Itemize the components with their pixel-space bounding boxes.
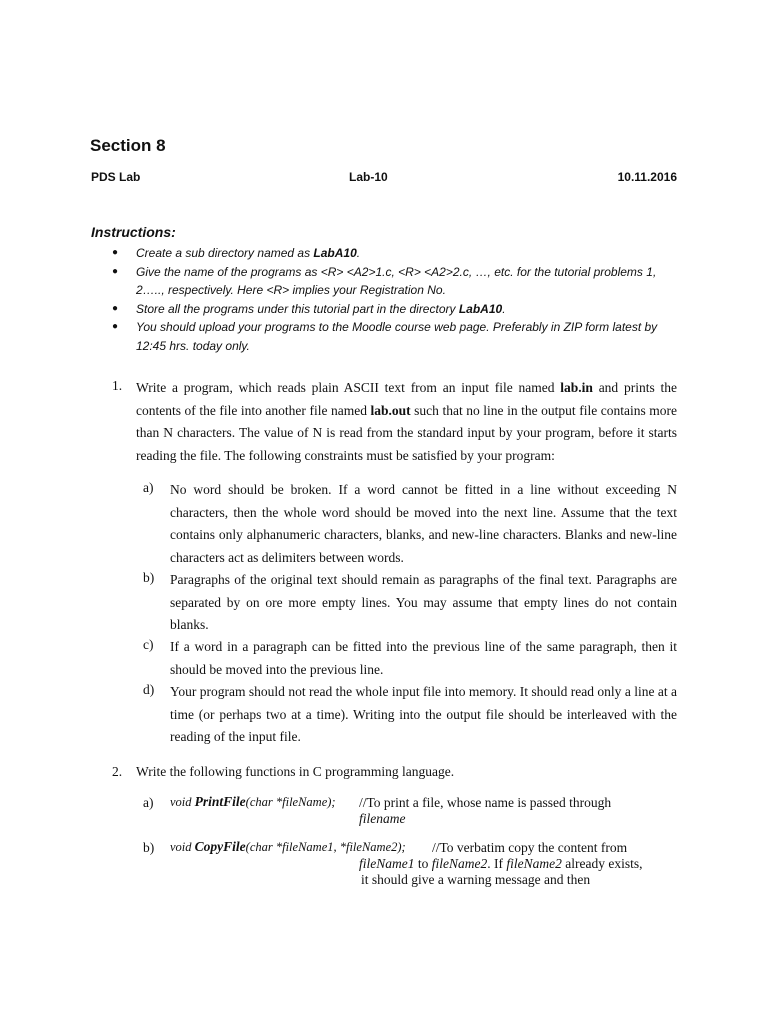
bullet-icon: ● xyxy=(112,265,119,277)
bullet-icon: ● xyxy=(112,302,119,314)
bullet-icon: ● xyxy=(112,247,119,258)
instruction-item: ● Create a sub directory named as LabA10. xyxy=(112,244,672,263)
q2-sub-b-label: b) xyxy=(143,840,155,855)
copy-file-signature: void CopyFile(char *fileName1, *fileName2); xyxy=(170,839,406,854)
q1-sub-a-text: No word should be broken. If a word cannot be fitted in a line without exceeding N characters, then the whole word should be moved into the next line. Assume that the text contains only alphanumeric characters, blanks, and new-line characters. Blanks and new-line characters act as delimiters between words. xyxy=(170,482,677,565)
instructions-list xyxy=(112,244,672,355)
header-course: PDS Lab xyxy=(91,170,141,184)
header-lab: Lab-10 xyxy=(349,170,388,184)
print-file-comment-cont: filename xyxy=(359,811,406,826)
question-2-text: Write the following functions in C programming language. xyxy=(136,764,455,779)
header-date: 10.11.2016 xyxy=(617,170,677,184)
instruction-item: ● Give the name of the programs as <R> <A2>1.c, <R> <A2>2.c, …, etc. for the tutorial problems 1, 2….., respectively. Here <R> implies your Registration No. xyxy=(112,264,657,297)
q1-sub-b-label: b) xyxy=(143,570,155,585)
q1-sub-d-text: Your program should not read the whole input file into memory. It should read only a line at a time (or perhaps two at a time). Writing into the output file should be interleaved with the reading of the input file. xyxy=(170,684,677,744)
copy-file-comment: //To verbatim copy the content from xyxy=(432,840,628,855)
q1-sub-b-text: Paragraphs of the original text should remain as paragraphs of the final text. Paragraphs are separated by on ore more empty lines. You may assume that empty lines do not contain blanks. xyxy=(170,572,677,632)
print-file-comment: //To print a file, whose name is passed through xyxy=(359,795,612,810)
section-title: Section 8 xyxy=(90,136,166,155)
instruction-item: ● You should upload your programs to the Moodle course web page. Preferably in ZIP form latest by 12:45 hrs. today only. xyxy=(112,320,658,353)
q1-sub-c-label: c) xyxy=(143,637,154,652)
q1-sub-a-label: a) xyxy=(143,480,154,495)
bullet-icon: ● xyxy=(112,321,119,332)
question-2-number: 2. xyxy=(112,764,123,779)
q2-sub-a-label: a) xyxy=(143,795,154,810)
q1-sub-d-label: d) xyxy=(143,682,155,697)
instructions-title: Instructions: xyxy=(91,224,176,240)
copy-file-comment-cont-2: it should give a warning message and then xyxy=(361,872,591,887)
q1-sub-c-text: If a word in a paragraph can be fitted into the previous line of the same paragraph, then it should be moved into the previous line. xyxy=(170,639,677,677)
question-1-number: 1. xyxy=(112,378,123,393)
print-file-signature: void PrintFile(char *fileName); xyxy=(170,794,336,809)
question-1-text: Write a program, which reads plain ASCII text from an input file named lab.in and prints the contents of the file into another file named lab.out such that no line in the output file contains more than N characters. The value of N is read from the standard input by your program, before it starts reading the file. The following constraints must be satisfied by your program: xyxy=(136,380,677,463)
copy-file-comment-cont: fileName1 to fileName2. If fileName2 already exists, xyxy=(359,856,643,871)
instruction-item: ● Store all the programs under this tutorial part in the directory LabA10. xyxy=(112,300,672,319)
